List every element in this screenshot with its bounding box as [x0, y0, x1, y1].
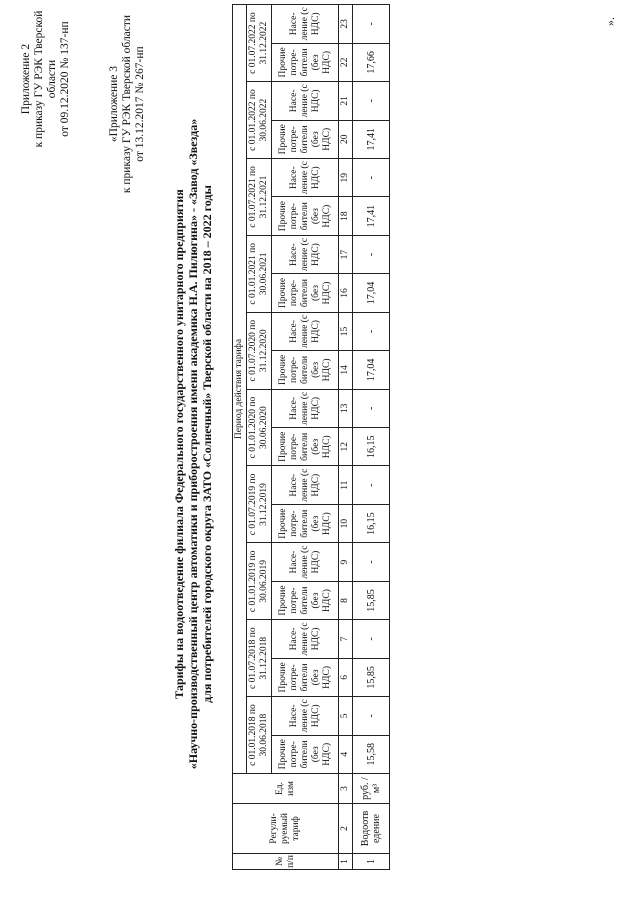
column-number: 19 — [339, 159, 353, 197]
column-number: 6 — [339, 658, 353, 696]
table-cell: 17,41 — [353, 197, 390, 235]
subheader-other-consumers: Прочие потре-бители (без НДС) — [272, 197, 339, 235]
period-header-1: с 01.01.2018 по 30.06.2018 — [247, 697, 272, 774]
appendix-2-line1: Приложение 2 — [20, 43, 32, 115]
appendix-3-line1: «Приложение 3 — [108, 65, 120, 143]
appendix-3-header — [108, 4, 147, 204]
subheader-other-consumers: Прочие потре-бители (без НДС) — [272, 274, 339, 312]
period-header-7: с 01.01.2021 по 30.06.2021 — [247, 235, 272, 312]
column-number: 11 — [339, 466, 353, 504]
appendix-2-line2: к приказу ГУ РЭК Тверской области — [33, 10, 58, 148]
column-number: 9 — [339, 543, 353, 581]
subheader-other-consumers: Прочие потре-бители (без НДС) — [272, 351, 339, 389]
subheader-other-consumers: Прочие потре-бители (без НДС) — [272, 581, 339, 619]
column-number: 7 — [339, 620, 353, 658]
table-cell: - — [353, 5, 390, 44]
table-cell: 15,58 — [353, 735, 390, 773]
period-header-10: с 01.07.2022 по 31.12.2022 — [247, 5, 272, 82]
subheader-other-consumers: Прочие потре-бители (без НДС) — [272, 120, 339, 158]
row-tariff: Водоотв едение — [353, 804, 390, 854]
column-number: 16 — [339, 274, 353, 312]
table-cell: 16,15 — [353, 504, 390, 542]
subheader-other-consumers: Прочие потре-бители (без НДС) — [272, 428, 339, 466]
row-no: 1 — [353, 854, 390, 870]
table-cell: - — [353, 82, 390, 120]
table-cell: 15,85 — [353, 581, 390, 619]
table-cell: 15,85 — [353, 658, 390, 696]
header-unit: Ед. изм — [233, 774, 339, 804]
appendix-3-line3: от 13.12.2017 № 267-нп — [134, 46, 146, 162]
column-number: 5 — [339, 697, 353, 735]
table-cell: 16,15 — [353, 428, 390, 466]
table-cell: - — [353, 159, 390, 197]
table-row — [353, 5, 390, 870]
period-header-5: с 01.01.2020 по 30.06.2020 — [247, 389, 272, 466]
column-number: 23 — [339, 5, 353, 44]
subheader-other-consumers: Прочие потре-бители (без НДС) — [272, 504, 339, 542]
column-number: 10 — [339, 504, 353, 542]
table-cell: 17,04 — [353, 274, 390, 312]
header-period: Период действия тарифа — [233, 5, 247, 774]
table-cell: - — [353, 389, 390, 427]
subheader-population: Насе-ление (с НДС) — [272, 235, 339, 273]
column-number-row — [339, 5, 353, 870]
column-number: 12 — [339, 428, 353, 466]
column-number: 4 — [339, 735, 353, 773]
table-cell: - — [353, 543, 390, 581]
header-tariff: Регули-руемый тариф — [233, 804, 339, 854]
tariff-table-wrapper — [232, 4, 390, 870]
column-number: 2 — [339, 804, 353, 854]
table-cell: - — [353, 312, 390, 350]
title-line3: для потребителей городского округа ЗАТО «Солнечный» Тверской области на 2018 – 2022 годы — [200, 185, 214, 703]
subheader-population: Насе-ление (с НДС) — [272, 5, 339, 44]
subheader-other-consumers: Прочие потре-бители (без НДС) — [272, 658, 339, 696]
subheader-other-consumers: Прочие потре-бители (без НДС) — [272, 735, 339, 773]
column-number: 8 — [339, 581, 353, 619]
column-number: 20 — [339, 120, 353, 158]
appendix-2-line3: от 09.12.2020 № 137-нп — [59, 21, 71, 137]
table-cell: - — [353, 697, 390, 735]
title-line1: Тарифы на водоотведение филиала Федерального государственного унитарного предприятия — [172, 189, 186, 699]
period-header-6: с 01.07.2020 по 31.12.2020 — [247, 312, 272, 389]
column-number: 15 — [339, 312, 353, 350]
column-number: 14 — [339, 351, 353, 389]
subheader-population: Насе-ление (с НДС) — [272, 543, 339, 581]
period-header-3: с 01.01.2019 по 30.06.2019 — [247, 543, 272, 620]
period-header-8: с 01.07.2021 по 31.12.2021 — [247, 159, 272, 236]
table-cell: 17,41 — [353, 120, 390, 158]
subheader-population: Насе-ление (с НДС) — [272, 697, 339, 735]
row-unit: руб. /м³ — [353, 774, 390, 804]
column-number: 21 — [339, 82, 353, 120]
subheader-population: Насе-ление (с НДС) — [272, 82, 339, 120]
subheader-population: Насе-ление (с НДС) — [272, 620, 339, 658]
subheader-other-consumers: Прочие потре-бители (без НДС) — [272, 43, 339, 81]
appendix-2-header — [20, 0, 72, 164]
document-title — [172, 24, 214, 864]
closing-mark: ». — [603, 17, 617, 26]
tariff-table — [232, 4, 390, 870]
column-number: 17 — [339, 235, 353, 273]
table-cell: 17,66 — [353, 43, 390, 81]
subheader-row — [272, 5, 339, 870]
title-line2: «Научно-производственный центр автоматики и приборостроения имени академика Н.А. Пилюгина» - «Завод «Звезда» — [186, 118, 200, 770]
period-row — [247, 5, 272, 870]
appendix-3-line2: к приказу ГУ РЭК Тверской области — [121, 14, 133, 194]
column-number: 22 — [339, 43, 353, 81]
column-number: 1 — [339, 854, 353, 870]
period-header-4: с 01.07.2019 по 31.12.2019 — [247, 466, 272, 543]
header-no: № п/п — [233, 854, 339, 870]
table-cell: - — [353, 620, 390, 658]
table-cell: - — [353, 466, 390, 504]
table-cell: - — [353, 235, 390, 273]
column-number: 18 — [339, 197, 353, 235]
subheader-population: Насе-ление (с НДС) — [272, 312, 339, 350]
subheader-population: Насе-ление (с НДС) — [272, 389, 339, 427]
table-cell: 17,04 — [353, 351, 390, 389]
subheader-population: Насе-ление (с НДС) — [272, 466, 339, 504]
column-number: 13 — [339, 389, 353, 427]
period-header-2: с 01.07.2018 по 31.12.2018 — [247, 620, 272, 697]
column-number: 3 — [339, 774, 353, 804]
subheader-population: Насе-ление (с НДС) — [272, 159, 339, 197]
period-header-9: с 01.01.2022 по 30.06.2022 — [247, 82, 272, 159]
